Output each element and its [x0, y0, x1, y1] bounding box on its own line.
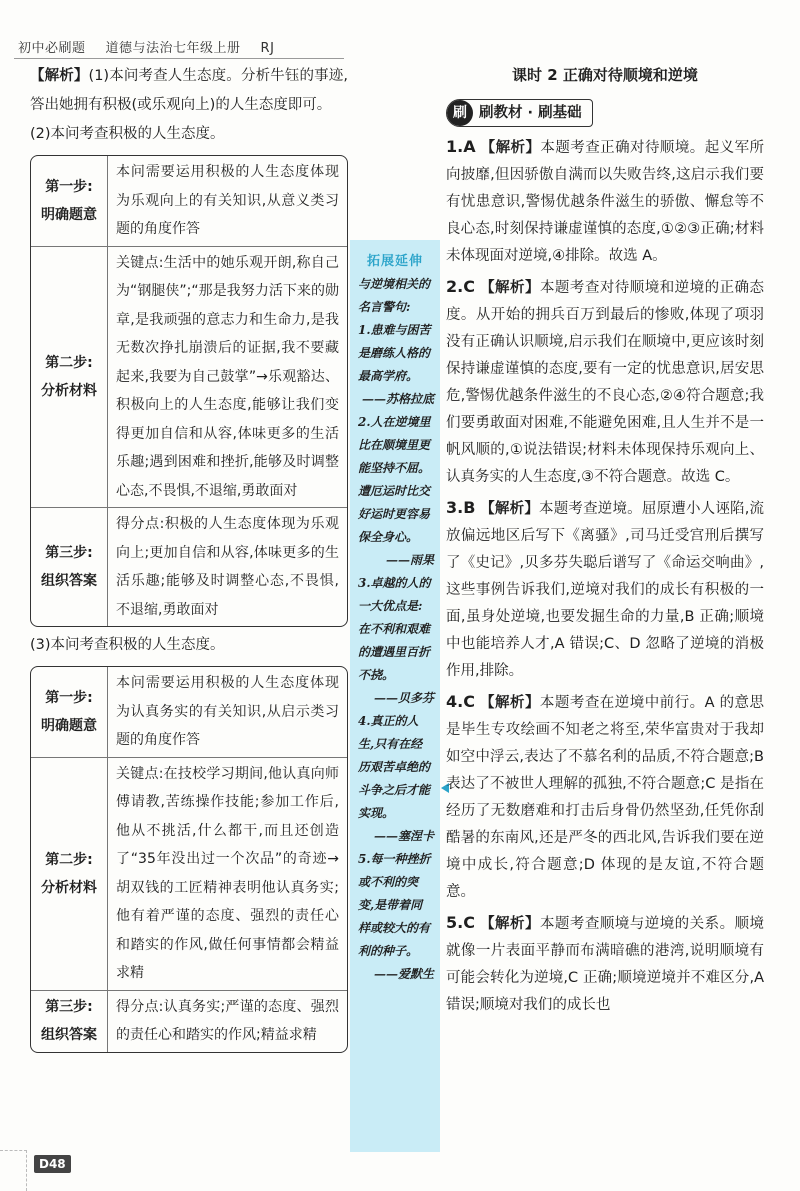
explanation-text: 本题考查正确对待顺境。起义军所向披靡,但因骄傲自满而以失败告终,这启示我们要有忧患意识,警惕优越条件滋生的骄傲、懈怠等不良心态,时刻保持谦虚谨慎的态度,①②③正确;材料未体现面对逆境,④排除。故选 A。	[446, 140, 765, 264]
table-row	[31, 758, 347, 991]
header-rule	[14, 58, 344, 59]
question-number: 3.	[446, 498, 464, 517]
subject-name: 道德与法治七年级上册	[105, 41, 241, 56]
step-name: 明确题意	[41, 717, 97, 734]
question-answer-3	[446, 494, 764, 685]
explanation-text: 本题考查顺境与逆境的关系。顺境就像一片表面平静而布满暗礁的港湾,说明顺境有可能会转化为逆境,C 正确;顺境逆境并不难区分,A 错误;顺境对我们的成长也	[446, 916, 765, 1013]
corner-decoration	[0, 1150, 27, 1191]
analysis-tag: 【解析】	[30, 68, 89, 84]
answer-part-1-text: (1)本问考查人生态度。分析牛钰的事迹,答出她拥有积极(或乐观向上)的人生态度即可。	[30, 68, 348, 113]
table-row	[31, 247, 347, 509]
question-number: 1.	[446, 137, 464, 156]
steps-table-2	[30, 666, 348, 1053]
quote-1: 1.患难与困苦是磨练人格的最高学府。	[358, 323, 431, 383]
step-content: 关键点:在技校学习期间,他认真向师傅请教,苦练操作技能;参加工作后,他从不挑活,什么都干,而且还创造了“35年没出过一个次品”的奇迹→胡双钱的工匠精神表明他认真务实;他有着严谨的态度、强烈的责任心和踏实的作风,做任何事情都会精益求精	[116, 765, 339, 981]
step-number: 第三步:	[45, 999, 93, 1015]
quote-author-3: ——贝多芬	[373, 691, 434, 705]
analysis-tag: 【解析】	[480, 695, 540, 711]
quote-3: 3.卓越的人的一大优点是:在不利和艰难的遭遇里百折不挠。	[358, 576, 431, 682]
quote-author-5: ——爱默生	[373, 967, 434, 981]
running-header	[18, 37, 274, 56]
answer-letter: C	[463, 913, 475, 932]
extension-sidebar	[350, 240, 440, 1152]
question-answer-1	[446, 133, 764, 270]
step-label	[31, 247, 108, 508]
right-column	[446, 62, 764, 1022]
quote-4: 4.真正的人生,只有在经历艰苦卓绝的斗争之后才能实现。	[358, 714, 431, 820]
answer-part-3: (3)本问考查积极的人生态度。	[30, 637, 225, 653]
table-row	[31, 991, 347, 1052]
answer-letter: C	[463, 692, 475, 711]
banner-label: 刷教材 · 刷基础	[479, 104, 582, 121]
step-name: 分析材料	[41, 382, 97, 399]
answer-letter: B	[463, 498, 476, 517]
analysis-tag: 【解析】	[480, 916, 540, 932]
left-column	[30, 62, 348, 1057]
question-answer-4	[446, 688, 764, 906]
step-name: 组织答案	[41, 1027, 97, 1043]
step-content: 得分点:积极的人生态度体现为乐观向上;更加自信和从容,体味更多的生活乐趣;能够及时调整心态,不畏惧,不退缩,勇敢面对	[116, 516, 339, 618]
quote-5: 5.每一种挫折或不利的突变,是带着同样或较大的有利的种子。	[358, 852, 431, 958]
step-label	[31, 758, 108, 990]
step-number: 第二步:	[45, 354, 93, 371]
quote-author-1: ——苏格拉底	[361, 392, 434, 406]
question-number: 4.	[446, 692, 464, 711]
question-answer-2	[446, 273, 764, 491]
step-label	[31, 156, 108, 246]
sidebar-body	[350, 269, 440, 986]
step-content: 关键点:生活中的她乐观开朗,称自己为“钢腿侠”;“那是我努力活下来的勋章,是我顽强的意志力和生命力,是我无数次挣扎崩溃后的证据,我不要藏起来,我要为自己鼓掌”→乐观豁达、积极向上的人生态度,能够让我们变得更加自信和从容,体味更多的生活乐趣;遇到困难和挫折,能够及时调整心态,不畏惧,不退缩,勇敢面对	[116, 254, 339, 499]
step-number: 第一步:	[45, 178, 93, 195]
question-answer-5	[446, 909, 764, 1019]
step-name: 组织答案	[41, 573, 97, 589]
answer-letter: A	[463, 137, 476, 156]
step-number: 第三步:	[45, 545, 93, 561]
question-number: 5.	[446, 913, 464, 932]
brush-badge-icon: 刷	[447, 100, 473, 126]
step-content: 本问需要运用积极的人生态度体现为乐观向上的有关知识,从意义类习题的角度作答	[116, 164, 339, 237]
analysis-tag: 【解析】	[480, 140, 541, 156]
step-name: 分析材料	[41, 879, 97, 896]
step-label	[31, 508, 108, 626]
analysis-tag: 【解析】	[480, 280, 540, 296]
table-row	[31, 508, 347, 626]
section-banner	[446, 99, 593, 127]
sidebar-title: 拓展延伸	[366, 254, 423, 269]
table-row	[31, 156, 347, 247]
quote-author-2: ——雨果	[385, 553, 434, 567]
question-number: 2.	[446, 277, 464, 296]
sidebar-intro: 与逆境相关的名言警句:	[358, 277, 431, 314]
table-row	[31, 667, 347, 758]
page-number: D48	[34, 1155, 71, 1173]
explanation-text: 本题考查逆境。屈原遭小人诬陷,流放偏远地区后写下《离骚》,司马迁受宫刑后撰写了《史记》,贝多芬失聪后谱写了《命运交响曲》,这些事例告诉我们,逆境对我们的成长有积极的一面,虽身处逆境,也要发掘生命的力量,B 正确;顺境中也能培养人才,A 错误;C、D 忽略了逆境的消极作用,排除。	[446, 501, 765, 679]
step-number: 第一步:	[45, 689, 93, 706]
lesson-title: 课时 2 正确对待顺境和逆境	[512, 66, 698, 84]
series-name: 初中必刷题	[18, 41, 86, 56]
explanation-text: 本题考查对待顺境和逆境的正确态度。从开始的拥兵百万到最后的惨败,体现了项羽没有正确认识顺境,启示我们在顺境中,更应该时刻保持谦虚谨慎的态度,要有一定的忧患意识,居安思危,警惕优越条件滋生的不良心态,②④符合题意;我们要勇敢面对困难,不能避免困难,且人生并不是一帆风顺的,①说法错误;材料未体现保持乐观向上、认真务实的人生态度,③不符合题意。故选 C。	[446, 280, 765, 485]
explanation-text: 本题考查在逆境中前行。A 的意思是毕生专攻绘画不知老之将至,荣华富贵对于我却如空中浮云,表达了不慕名利的品质,不符合题意;B 表达了不被世人理解的孤独,不符合题意;C 是指在经历了无数磨难和打击后身骨仍然坚劲,任凭你刮酷暑的东南风,还是严冬的西北风,告诉我们要在逆境中成长,符合题意;D 体现的是友谊,不符合题意。	[446, 695, 764, 900]
quote-author-4: ——塞涅卡	[373, 829, 434, 843]
steps-table-1	[30, 155, 348, 627]
step-name: 明确题意	[41, 206, 97, 223]
step-label	[31, 991, 108, 1052]
edition-label: RJ	[260, 41, 275, 56]
step-content: 本问需要运用积极的人生态度体现为认真务实的有关知识,从启示类习题的角度作答	[116, 675, 339, 748]
step-content: 得分点:认真务实;严谨的态度、强烈的责任心和踏实的作风;精益求精	[116, 998, 339, 1043]
step-label	[31, 667, 108, 757]
quote-2: 2.人在逆境里比在顺境里更能坚持不屈。遭厄运时比交好运时更容易保全身心。	[358, 415, 431, 544]
answer-part-2: (2)本问考查积极的人生态度。	[30, 126, 225, 142]
analysis-tag: 【解析】	[480, 501, 540, 517]
answer-part-1	[30, 62, 348, 120]
step-number: 第二步:	[45, 851, 93, 868]
answer-letter: C	[463, 277, 475, 296]
